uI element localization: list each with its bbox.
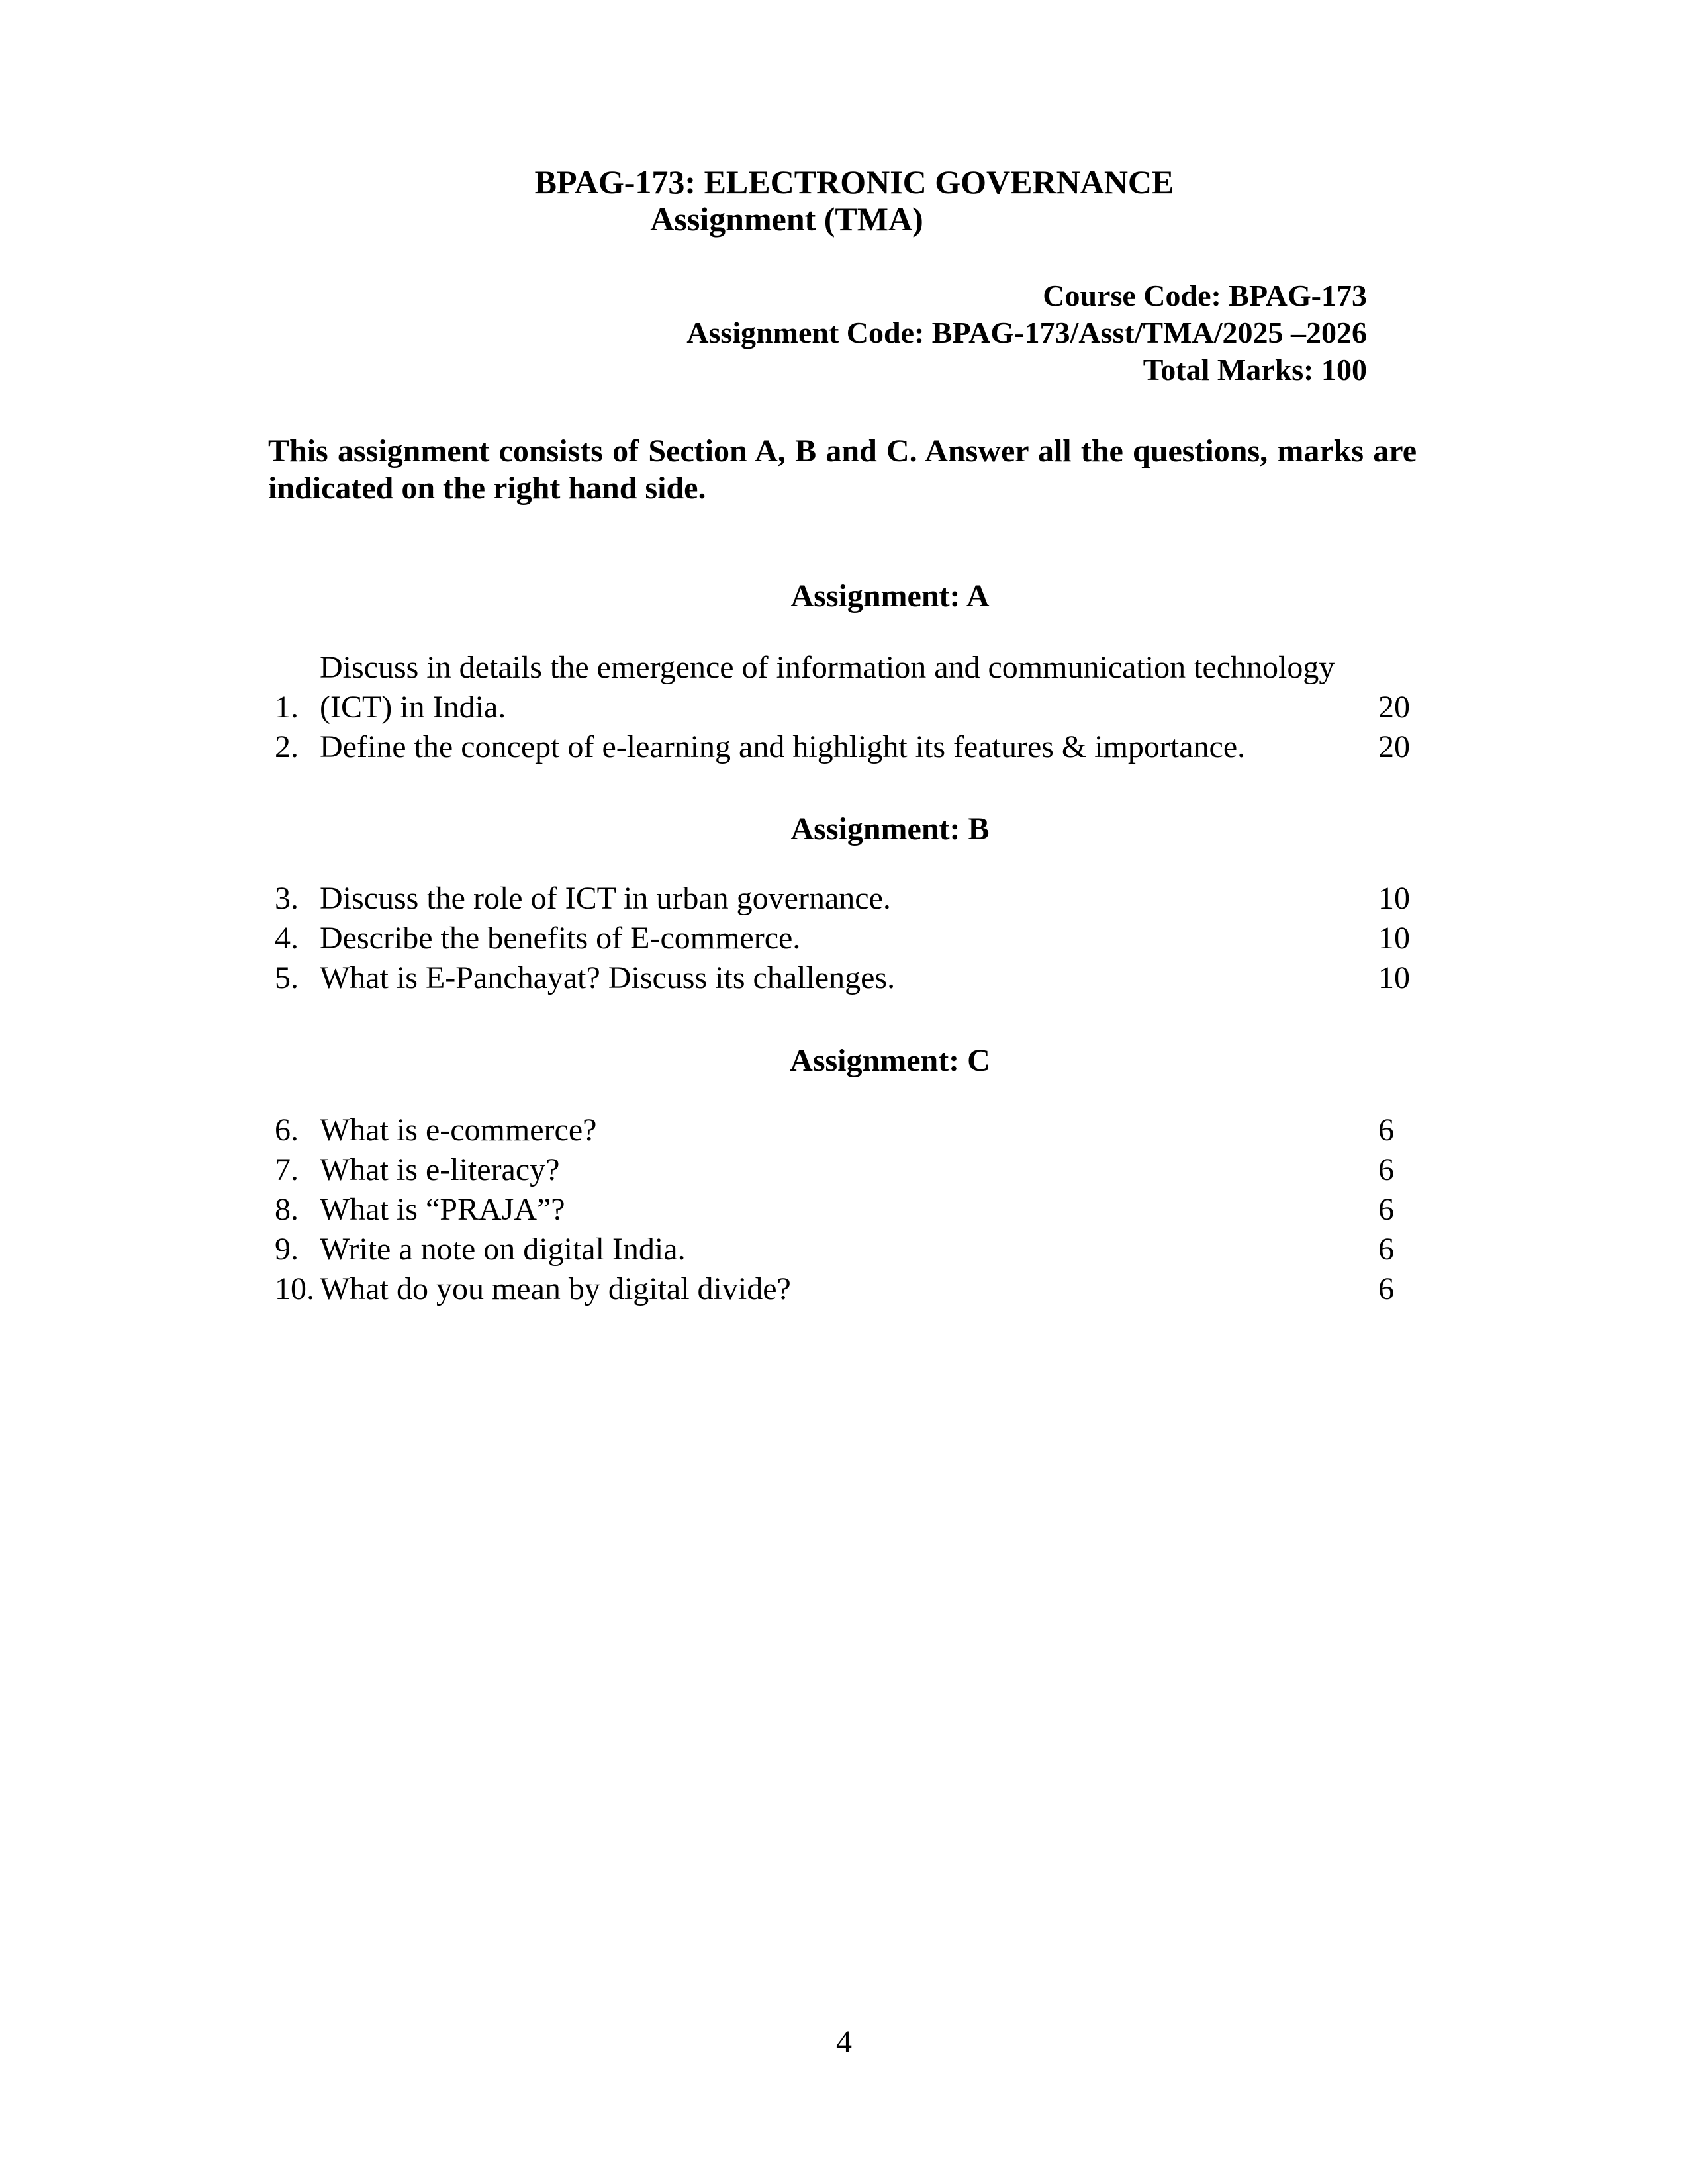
question-text: What is e-commerce? <box>320 1113 597 1148</box>
question-row <box>275 1269 1417 1309</box>
question-marks: 20 <box>1378 729 1410 764</box>
question-row <box>275 1230 1417 1269</box>
question-number: 3. <box>275 881 299 916</box>
instructions-paragraph: This assignment consists of Section A, B and C. Answer all the questions, marks are indicated on the right hand side. <box>268 433 1417 506</box>
question-row <box>275 919 1417 958</box>
question-number: 7. <box>275 1152 299 1187</box>
question-row <box>275 1111 1417 1150</box>
question-number: 5. <box>275 960 299 995</box>
question-marks: 6 <box>1378 1192 1394 1227</box>
section-heading-a <box>268 576 1417 616</box>
question-marks: 10 <box>1378 881 1410 916</box>
question-marks: 10 <box>1378 960 1410 995</box>
question-number: 6. <box>275 1113 299 1148</box>
course-code-line: Course Code: BPAG-173 <box>1043 279 1367 312</box>
section-a-list <box>275 648 1417 767</box>
question-marks: 20 <box>1378 690 1410 725</box>
question-marks: 6 <box>1378 1271 1394 1306</box>
section-b-list <box>275 879 1417 998</box>
section-heading-c <box>268 1041 1417 1081</box>
question-row <box>275 1150 1417 1190</box>
section-c-list <box>275 1111 1417 1309</box>
question-row <box>275 727 1417 767</box>
question-row <box>275 1190 1417 1230</box>
page-title-text: BPAG-173: ELECTRONIC GOVERNANCE <box>534 163 1174 201</box>
section-heading-c-text: Assignment: C <box>790 1043 990 1078</box>
question-text: Discuss the role of ICT in urban governance. <box>320 881 891 916</box>
question-number: 4. <box>275 921 299 956</box>
assignment-code-line: Assignment Code: BPAG-173/Asst/TMA/2025 –2026 <box>686 316 1367 349</box>
page-subtitle-text: Assignment (TMA) <box>650 201 923 238</box>
question-number: 8. <box>275 1192 299 1227</box>
question-text: Discuss in details the emergence of information and communication technology (ICT) in India. <box>320 650 1335 725</box>
question-text: What is E-Panchayat? Discuss its challenges. <box>320 960 896 995</box>
question-marks: 6 <box>1378 1232 1394 1267</box>
page-subtitle <box>268 201 1417 238</box>
question-row <box>275 958 1417 998</box>
section-heading-b-text: Assignment: B <box>790 811 990 846</box>
total-marks-line: Total Marks: 100 <box>1143 353 1367 387</box>
section-heading-b <box>268 809 1417 849</box>
question-number: 10. <box>275 1271 314 1306</box>
section-heading-a-text: Assignment: A <box>790 578 990 614</box>
question-number: 9. <box>275 1232 299 1267</box>
question-number: 2. <box>275 729 299 764</box>
page-title <box>268 163 1417 201</box>
question-marks: 6 <box>1378 1152 1394 1187</box>
question-marks: 6 <box>1378 1113 1394 1148</box>
question-row <box>275 648 1417 727</box>
question-text: Describe the benefits of E-commerce. <box>320 921 801 956</box>
question-row <box>275 879 1417 919</box>
question-text: Define the concept of e-learning and highlight its features & importance. <box>320 729 1246 764</box>
question-text: Write a note on digital India. <box>320 1232 686 1267</box>
question-text: What is “PRAJA”? <box>320 1192 565 1227</box>
question-marks: 10 <box>1378 921 1410 956</box>
page-number: 4 <box>836 2025 852 2060</box>
meta-block <box>268 277 1367 388</box>
question-number: 1. <box>275 690 299 725</box>
question-text: What is e-literacy? <box>320 1152 560 1187</box>
question-text: What do you mean by digital divide? <box>320 1271 791 1306</box>
